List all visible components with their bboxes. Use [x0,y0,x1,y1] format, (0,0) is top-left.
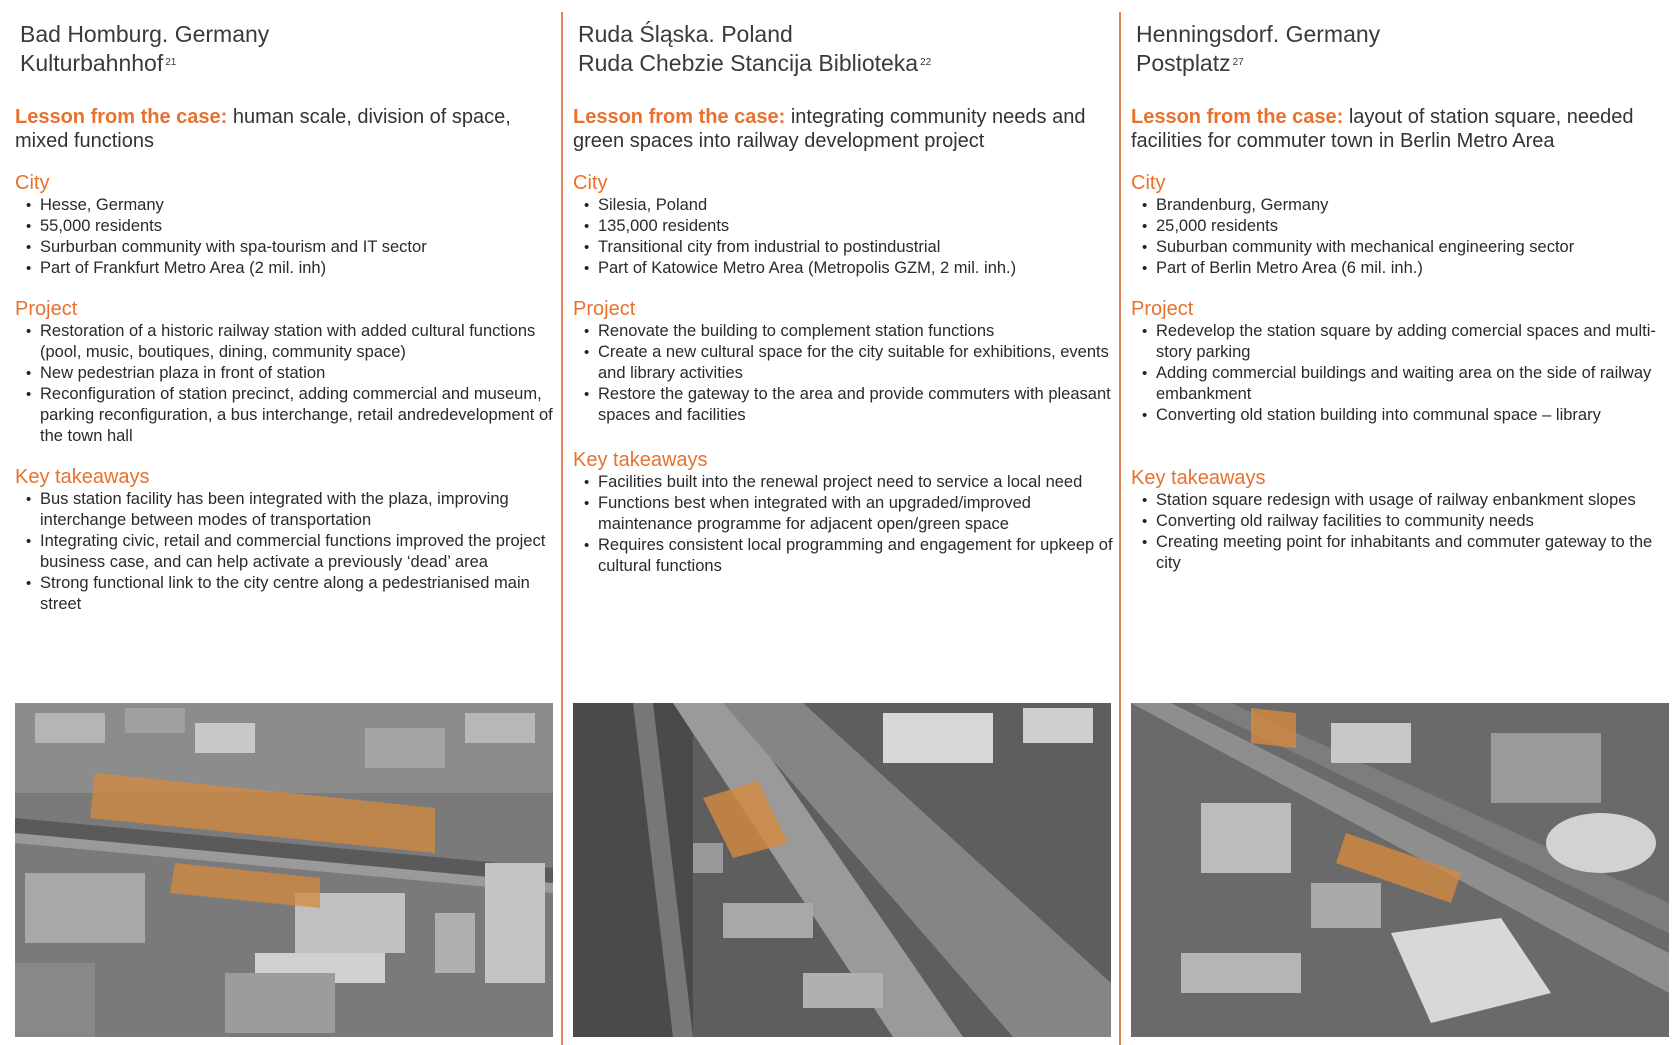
aerial-photo [573,703,1111,1037]
city-heading: City [573,172,608,194]
takeaways-heading: Key takeaways [15,466,150,488]
city-heading: City [1131,172,1166,194]
list-item: • Creating meeting point for inhabitants and commuter gateway to the city [1141,532,1671,574]
project-heading: Project [15,298,78,320]
city-heading: City [15,172,50,194]
list-item: • Part of Katowice Metro Area (Metropolis GZM, 2 mil. inh.) [583,258,1113,279]
city-list [15,195,555,279]
list-item: • Station square redesign with usage of railway enbankment slopes [1141,490,1671,511]
lesson-text: layout of station square, needed facilities for commuter town in Berlin Metro Area [1131,106,1634,152]
city-list [573,195,1113,279]
case-column-bad-homburg [15,0,555,1045]
list-item: • Redevelop the station square by adding comercial spaces and multi-story parking [1141,321,1671,363]
lesson [573,105,1113,153]
list-item: • New pedestrian plaza in front of station [25,363,555,384]
takeaways-heading: Key takeaways [573,449,708,471]
list-item: • Functions best when integrated with an upgraded/improved maintenance programme for adjacent open/green space [583,493,1113,535]
project-list [1131,321,1671,426]
list-item: • Renovate the building to complement station functions [583,321,1113,342]
case-title [20,20,555,83]
list-item: • Integrating civic, retail and commercial functions improved the project business case, and can help activate a previously ‘dead’ area [25,531,555,573]
list-item: • Silesia, Poland [583,195,1113,216]
lesson-label: Lesson from the case: [573,106,786,128]
list-item: • Create a new cultural space for the city suitable for exhibitions, events and library activities [583,342,1113,384]
list-item: • Surburban community with spa-tourism and IT sector [25,237,555,258]
case-title-project: Postplatz [1136,50,1231,76]
takeaways-list [1131,490,1671,574]
lesson-text: human scale, division of space, mixed functions [15,106,511,152]
list-item: • Converting old railway facilities to community needs [1141,511,1671,532]
case-title [578,20,1113,83]
project-heading: Project [573,298,636,320]
lesson-text: integrating community needs and green spaces into railway development project [573,106,1086,152]
list-item: • Suburban community with mechanical engineering sector [1141,237,1671,258]
list-item: • Bus station facility has been integrated with the plaza, improving interchange between modes of transportation [25,489,555,531]
list-item: • Restoration of a historic railway station with added cultural functions (pool, music, boutiques, dining, community space) [25,321,555,363]
list-item: • Converting old station building into communal space – library [1141,405,1671,426]
case-title-city: Henningsdorf. Germany [1136,21,1381,47]
list-item: • Part of Berlin Metro Area (6 mil. inh.) [1141,258,1671,279]
lesson [15,105,555,153]
list-item: • Brandenburg, Germany [1141,195,1671,216]
case-title-city: Bad Homburg. Germany [20,21,270,47]
lesson-label: Lesson from the case: [15,106,228,128]
case-title-city: Ruda Śląska. Poland [578,21,793,47]
city-list [1131,195,1671,279]
case-column-ruda-slaska [573,0,1113,1045]
list-item: • Requires consistent local programming and engagement for upkeep of cultural functions [583,535,1113,577]
lesson-label: Lesson from the case: [1131,106,1344,128]
footnote-ref: 27 [1232,57,1244,68]
takeaways-heading: Key takeaways [1131,467,1266,489]
aerial-photo [15,703,553,1037]
column-divider [561,12,563,1045]
list-item: • Transitional city from industrial to postindustrial [583,237,1113,258]
list-item: • Restore the gateway to the area and provide commuters with pleasant spaces and facilities [583,384,1113,426]
list-item: • Facilities built into the renewal project need to service a local need [583,472,1113,493]
footnote-ref: 21 [165,57,177,68]
project-list [573,321,1113,426]
case-title [1136,20,1671,83]
case-column-henningsdorf [1131,0,1671,1045]
list-item: • Strong functional link to the city centre along a pedestrianised main street [25,573,555,615]
takeaways-list [573,472,1113,577]
project-list [15,321,555,447]
list-item: • Reconfiguration of station precinct, adding commercial and museum, parking reconfiguration, a bus interchange, retail andredevelopment of the town hall [25,384,555,447]
case-title-project: Ruda Chebzie Stancija Biblioteka [578,50,919,76]
list-item: • 135,000 residents [583,216,1113,237]
column-divider [1119,12,1121,1045]
list-item: • 25,000 residents [1141,216,1671,237]
list-item: • Hesse, Germany [25,195,555,216]
project-heading: Project [1131,298,1194,320]
case-title-project: Kulturbahnhof [20,50,164,76]
list-item: • Adding commercial buildings and waiting area on the side of railway embankment [1141,363,1671,405]
lesson [1131,105,1671,153]
takeaways-list [15,489,555,615]
list-item: • 55,000 residents [25,216,555,237]
footnote-ref: 22 [920,57,932,68]
aerial-photo [1131,703,1669,1037]
list-item: • Part of Frankfurt Metro Area (2 mil. inh) [25,258,555,279]
